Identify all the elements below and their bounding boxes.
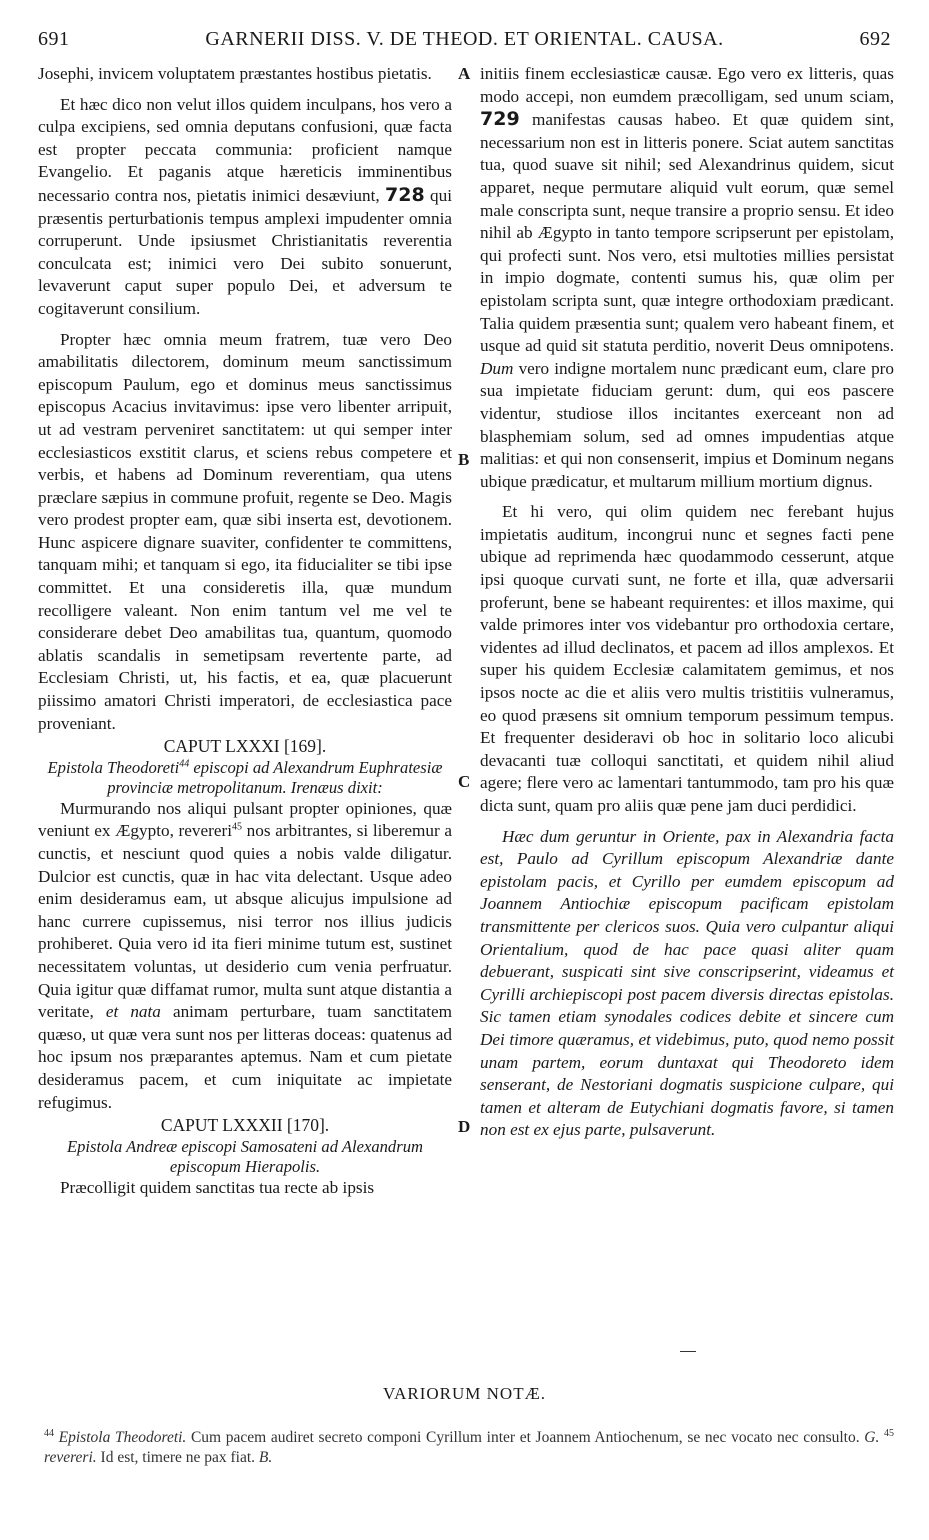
italic-run: et nata [105, 1002, 161, 1022]
text-run: Epistola Theodoreti [47, 757, 180, 777]
text-run: manifestas causas habeo. Et quæ quidem sint, necessarium non est in litteris ponere. Sciat autem sanctitas tua, quod suave sit nihil; sed Alexandrinus quidem, sicut apparet, neque permutare aliquid vult eorum, quæ semel male conscripta sunt, neque transire a proprio sensu. Et ideo nihil ab Ægypto in tanto tempore scripserunt per epistolam, qui profecti sunt. Nos vero, etsi multoties millies persistat in impio dogmate, contenti sumus his, quæ olim per epistolam scripta sunt, quæ integre orthodoxiam prædicant. Talia quidem præsentia sunt; qualem vero habeant finem, et usque ad quid sit statuta perditio, noverit Deus omnipotens. [480, 110, 894, 356]
text-run: episcopi ad Alexandrum Euphratesiæ provinciæ metropolitanum. Irenæus dixit: [107, 757, 443, 797]
note-reference: 45 [231, 821, 242, 833]
text-run: nos arbitrantes, si liberemur a cunctis, et nesciunt quod quies a nobis valde diligatur. Dulcior est cunctis, quæ in hac vita delectant. Usque adeo enim desideramus eam, ut absque alicujus impulsione ad hanc currere cupissemus, nisi terror nos illius judicis prohiberet. Quia vero id ita fieri minime tutum est, sustinet necessitatem voluntas, ut desiderio cum venia perfruatur. Quia igitur quæ diffamat rumor, multa sunt atque distantia a veritate, [38, 821, 453, 1022]
note-text: Id est, timere ne pax fiat. [100, 1449, 256, 1466]
text-run: qui præsentis perturbationis tempus amplexi impudenter omnia corruperunt. Unde ipsiusmet Christianitatis reverentia conculcata est; inimici vero Dei subito sonuerunt, levaverunt caput super populo Dei, et adversum te cogitaverunt consilium. [38, 185, 453, 318]
paragraph [38, 798, 452, 1114]
notes-heading: VARIORUM NOTÆ. [383, 1384, 546, 1403]
note-lemma: Epistola Theodoreti. [58, 1429, 187, 1446]
note-text: Cum pacem audiret secreto componi Cyrillum inter et Joannem Antiochenum, se nec vocato nec consulto. [190, 1429, 860, 1446]
chapter-subtitle-81 [38, 758, 452, 798]
note-signature: B. [258, 1449, 273, 1466]
left-column [38, 63, 452, 1199]
chapter-heading-81: CAPUT LXXXI [169]. [163, 736, 327, 757]
italic-run: Dum [480, 358, 514, 378]
page-header [0, 28, 929, 58]
note-signature: G. [864, 1429, 880, 1446]
chapter-heading-82: CAPUT LXXXII [170]. [160, 1115, 330, 1136]
margin-letter-a: A [458, 64, 471, 83]
note-reference: 44 [179, 758, 190, 770]
note-number: 44 [44, 1427, 54, 1439]
editorial-paragraph: Hæc dum geruntur in Oriente, pax in Alexandria facta est, Paulo ad Cyrillum episcopum Alexandriæ dante epistolam pacis, et Cyrillo per eumdem episcopum ad Joannem Antiochiæ episcopum pacificam epistolam transmittente per clericos suos. Quia vero culpantur aliqui Orientalium, quod de hac pace quasi aliter quam debuerant, suspicati sint sive conscripserint, videamus et Cyrilli archiepiscopi post pacem diversis directas epistolas. Sic tamen etiam synodales codices debite et sincere cum Dei timore quæramus, et videbimus, puto, quod nemo possit unam partem, eorum duntaxat qui Theodoreto idem senserant, de Nestoriani dogmatis suspicione culpare, qui tamen et alteram de Eutychiani dogmatis favore, si tamen non est ex ejus parte, pulsaverunt. [480, 826, 894, 1140]
paragraph: Propter hæc omnia meum fratrem, tuæ vero Deo amabilitatis dilectorem, dominum meum sanctissimum episcopum Paulum, ego et dominus meus sanctissimus episcopus Acacius invitavimus: ipse vero libenter arripuit, ut ad vestram perveniret sanctitatem: ut qui semper inter ecclesiasticos exstitit clarus, et sciens rebus competere et verbis, et habens ad Dominum reverentiam, qua utens præclare sæpius in commune profuit, regente se Deo. Magis vero prodest propter eam, quæ sibi inserta est, devotionem. Hunc aspicere dignare suaviter, confidenter te committens, tanquam mihi; et tanquam si ego, ita fiducialiter se tibi ipse committet. Et una consideretis illa, quæ mundum recolligere valeant. Non enim tantum vel me vel te considerare debet Deo amabilitas tua, quantum, quomodo ablatis scandalis in semetipsam revertente parte, ad Ecclesiam Christi, ut, his factis, et ea, quæ placuerunt piissimo amatori Christi imperatori, de ecclesiastica pace proveniant. [38, 329, 452, 733]
paragraph: Præcolligit quidem sanctitas tua recte ab ipsis [60, 1177, 375, 1197]
paragraph [38, 94, 452, 321]
page-number-left: 691 [38, 28, 70, 50]
text-run: Murmurando nos aliqui pulsant propter opiniones, quæ veniunt ex Ægypto, revereri [38, 798, 452, 841]
page-number-right: 692 [859, 28, 891, 50]
text-run: vero indigne mortalem nunc prædicant eum, clare pro sua impietate fiduciam gerunt: dum, qui eos pascere videntur, studiose illos incitantes exerceant non ad blasphemiam solum, sed ad omnes impudentias atque malitias: et qui non consenserit, impius et Dominum negans ubique prædicatur, et multarum millium mortium dignus. [480, 358, 894, 491]
paragraph: Et hi vero, qui olim quidem nec ferebant hujus impietatis auditum, incongrui nunc et segnes facti pene ubique ad reprimenda hæc quodammodo cesserunt, atque ipsi quoque curvati sunt, ne forte et illa, quæ adversarii proferunt, bene se habeant requirentes: et illos maxime, qui valde primores inter vos videbantur pro orthodoxia certare, videntes ad illud declinatos, et pacem ad illos amplexos. Et super his quidem Ecclesiæ calamitatem gemimus, et nos ipsos nocte ac die et aliis vero multis tristitiis vulneramus, eo quod præsens sit omnium temporum pessimum tempus. Et frequenter desideravi ob hoc in solitario loco alicubi devacanti tuæ colloqui sanctitati, et quidem nihil aliud agere; flere vero ac lamentari tantummodo, tam pro his quæ dicta sunt, quam pro aliis quæ pene jam duci perdidici. [480, 502, 894, 815]
chapter-subtitle-82: Epistola Andreæ episcopi Samosateni ad Alexandrum episcopum Hierapolis. [67, 1136, 423, 1176]
footnote [44, 1428, 894, 1468]
column-marker-728: 728 [385, 183, 425, 206]
margin-letter-b: B [458, 450, 470, 469]
running-head: GARNERII DISS. V. DE THEOD. ET ORIENTAL. CAUSA. [205, 28, 724, 50]
note-number: 45 [884, 1427, 894, 1439]
margin-letter-c: C [458, 772, 471, 791]
text-run: Et hæc dico non velut illos quidem inculpans, hos vero a culpa excipiens, sed omnia deputans confusioni, quæ facta est propter peccata communia: proficient namque Evangelio. Et paganis atque hæreticis imminentibus necessario contra nos, pietatis inimici desæviunt, [38, 94, 452, 205]
footnotes [44, 1428, 894, 1468]
text-run: animam perturbare, tuam sanctitatem quæso, ut quæ vera sunt nos per litteras doceas: quatenus ad hoc ipsum nos præparantes aptemus. Nam et cum pietate desideramus pacem, et cum iniquitate ac impietate refugimus. [38, 1002, 452, 1112]
column-marker-729: 729 [480, 108, 520, 131]
note-lemma: revereri. [44, 1449, 97, 1466]
text-run: initiis finem ecclesiasticæ causæ. Ego vero ex litteris, quas modo accepi, non eumdem præcolligam, sed unum sciam, [480, 64, 894, 106]
paragraph: Josephi, invicem voluptatem præstantes hostibus pietatis. [38, 64, 432, 83]
right-column [480, 63, 894, 1142]
paragraph [480, 63, 894, 493]
section-divider [680, 1351, 696, 1352]
margin-letter-d: D [458, 1117, 471, 1136]
